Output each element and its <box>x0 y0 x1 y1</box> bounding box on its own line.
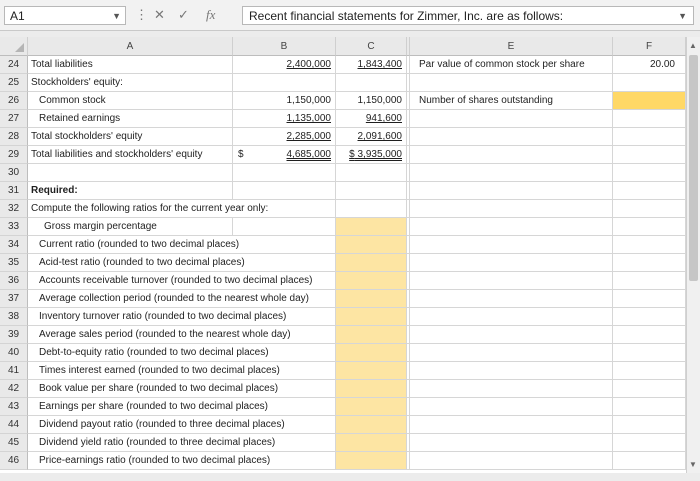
cell-b44[interactable] <box>233 416 336 434</box>
name-box-value: A1 <box>10 9 25 23</box>
cell-a32[interactable]: Compute the following ratios for the current year only: <box>28 200 233 218</box>
table-row <box>0 128 686 146</box>
table-row <box>0 272 686 290</box>
cell-c41-answer[interactable] <box>336 362 407 380</box>
table-row <box>0 110 686 128</box>
cell-b26[interactable]: 1,150,000 <box>233 92 336 110</box>
cell-c44-answer[interactable] <box>336 416 407 434</box>
cell-c45-answer[interactable] <box>336 434 407 452</box>
row-header[interactable]: 30 <box>0 164 28 182</box>
cell-a30[interactable] <box>28 164 233 182</box>
column-header-a[interactable]: A <box>28 37 233 56</box>
cell-e41[interactable] <box>410 362 613 380</box>
cell-b25[interactable] <box>233 74 336 92</box>
row-header[interactable]: 32 <box>0 200 28 218</box>
cell-c40-answer[interactable] <box>336 344 407 362</box>
row-header[interactable]: 46 <box>0 452 28 470</box>
cell-f34[interactable] <box>613 236 686 254</box>
cell-f28[interactable] <box>613 128 686 146</box>
chevron-down-icon[interactable]: ▼ <box>112 11 121 21</box>
cell-b45[interactable] <box>233 434 336 452</box>
cell-f39[interactable] <box>613 326 686 344</box>
cell-c46-answer[interactable] <box>336 452 407 470</box>
cell-a25[interactable]: Stockholders' equity: <box>28 74 233 92</box>
cell-e34[interactable] <box>410 236 613 254</box>
cell-c43-answer[interactable] <box>336 398 407 416</box>
cell-a36[interactable]: Accounts receivable turnover (rounded to two decimal places) <box>28 272 233 290</box>
cell-c34-answer[interactable] <box>336 236 407 254</box>
row-header[interactable]: 41 <box>0 362 28 380</box>
column-header-f[interactable]: F <box>613 37 686 56</box>
vertical-scrollbar[interactable] <box>686 37 700 473</box>
table-row <box>0 452 686 470</box>
cell-a43[interactable]: Earnings per share (rounded to two decimal places) <box>28 398 233 416</box>
column-header-c[interactable]: C <box>336 37 407 56</box>
cell-f29[interactable] <box>613 146 686 164</box>
cell-f33[interactable] <box>613 218 686 236</box>
table-row <box>0 164 686 182</box>
cell-c37-answer[interactable] <box>336 290 407 308</box>
cell-f35[interactable] <box>613 254 686 272</box>
row-header[interactable]: 43 <box>0 398 28 416</box>
cell-c24[interactable]: 1,843,400 <box>336 56 407 74</box>
row-header[interactable]: 29 <box>0 146 28 164</box>
scrollbar-thumb[interactable] <box>689 55 698 281</box>
cell-b37[interactable] <box>233 290 336 308</box>
row-header[interactable]: 37 <box>0 290 28 308</box>
cell-e27[interactable] <box>410 110 613 128</box>
cell-c28[interactable]: 2,091,600 <box>336 128 407 146</box>
cell-a29[interactable]: Total liabilities and stockholders' equity <box>28 146 233 164</box>
cell-a35[interactable]: Acid-test ratio (rounded to two decimal places) <box>28 254 233 272</box>
cell-a37[interactable]: Average collection period (rounded to the nearest whole day) <box>28 290 233 308</box>
formula-input[interactable] <box>242 6 694 25</box>
cell-a40[interactable]: Debt-to-equity ratio (rounded to two decimal places) <box>28 344 233 362</box>
cell-c35-answer[interactable] <box>336 254 407 272</box>
row-header[interactable]: 42 <box>0 380 28 398</box>
cell-e43[interactable] <box>410 398 613 416</box>
cell-c27[interactable]: 941,600 <box>336 110 407 128</box>
cell-e39[interactable] <box>410 326 613 344</box>
cell-f40[interactable] <box>613 344 686 362</box>
table-row <box>0 254 686 272</box>
currency-symbol: $ <box>238 149 244 160</box>
cell-b28[interactable]: 2,285,000 <box>233 128 336 146</box>
cell-a45[interactable]: Dividend yield ratio (rounded to three decimal places) <box>28 434 233 452</box>
more-options-icon[interactable]: ⋮ <box>135 7 148 22</box>
cell-f43[interactable] <box>613 398 686 416</box>
cell-e38[interactable] <box>410 308 613 326</box>
row-header[interactable]: 39 <box>0 326 28 344</box>
row-header[interactable]: 45 <box>0 434 28 452</box>
table-row <box>0 182 686 200</box>
cell-e25[interactable] <box>410 74 613 92</box>
row-header[interactable]: 28 <box>0 128 28 146</box>
cell-e45[interactable] <box>410 434 613 452</box>
cell-f31[interactable] <box>613 182 686 200</box>
cell-b32[interactable] <box>233 200 336 218</box>
formula-bar <box>0 0 700 31</box>
cell-a24[interactable]: Total liabilities <box>28 56 233 74</box>
table-row <box>0 74 686 92</box>
cell-a34[interactable]: Current ratio (rounded to two decimal places) <box>28 236 233 254</box>
cell-a26[interactable]: Common stock <box>28 92 233 110</box>
cell-e33[interactable] <box>410 218 613 236</box>
cell-a44[interactable]: Dividend payout ratio (rounded to three decimal places) <box>28 416 233 434</box>
cell-c31[interactable] <box>336 182 407 200</box>
currency-symbol: $ <box>349 149 355 160</box>
row-header[interactable]: 40 <box>0 344 28 362</box>
cell-c30[interactable] <box>336 164 407 182</box>
cell-f36[interactable] <box>613 272 686 290</box>
cell-e29[interactable] <box>410 146 613 164</box>
cell-c29[interactable] <box>336 146 407 164</box>
cell-b35[interactable] <box>233 254 336 272</box>
cell-f41[interactable] <box>613 362 686 380</box>
cell-e32[interactable] <box>410 200 613 218</box>
table-row <box>0 92 686 110</box>
scroll-up-icon[interactable]: ▲ <box>689 41 697 50</box>
cell-a27[interactable]: Retained earnings <box>28 110 233 128</box>
confirm-icon[interactable]: ✓ <box>178 7 189 22</box>
row-header[interactable]: 27 <box>0 110 28 128</box>
function-icon[interactable]: fx <box>206 7 216 22</box>
formula-content: Recent financial statements for Zimmer, Inc. are as follows: <box>249 9 564 23</box>
cell-b24[interactable]: 2,400,000 <box>233 56 336 74</box>
cell-f46[interactable] <box>613 452 686 470</box>
row-header[interactable]: 25 <box>0 74 28 92</box>
cell-e46[interactable] <box>410 452 613 470</box>
cell-a39[interactable]: Average sales period (rounded to the nearest whole day) <box>28 326 233 344</box>
cell-b33[interactable] <box>233 218 336 236</box>
cell-a46[interactable]: Price-earnings ratio (rounded to two decimal places) <box>28 452 233 470</box>
cell-b27[interactable]: 1,135,000 <box>233 110 336 128</box>
cell-f44[interactable] <box>613 416 686 434</box>
cell-c38-answer[interactable] <box>336 308 407 326</box>
cell-e26[interactable]: Number of shares outstanding <box>410 92 613 110</box>
cell-f30[interactable] <box>613 164 686 182</box>
table-row <box>0 290 686 308</box>
table-row <box>0 344 686 362</box>
cell-b38[interactable] <box>233 308 336 326</box>
table-row <box>0 200 686 218</box>
cell-f42[interactable] <box>613 380 686 398</box>
cell-e36[interactable] <box>410 272 613 290</box>
cell-f25[interactable] <box>613 74 686 92</box>
table-row <box>0 416 686 434</box>
table-row <box>0 218 686 236</box>
table-row <box>0 56 686 74</box>
column-header-b[interactable]: B <box>233 37 336 56</box>
cell-b29-value: 4,685,000 <box>286 149 331 160</box>
cell-c42-answer[interactable] <box>336 380 407 398</box>
cell-c39-answer[interactable] <box>336 326 407 344</box>
cell-f26-input[interactable] <box>613 92 686 110</box>
table-row <box>0 380 686 398</box>
table-row <box>0 326 686 344</box>
cell-e35[interactable] <box>410 254 613 272</box>
cell-b36[interactable] <box>233 272 336 290</box>
cancel-icon[interactable]: ✕ <box>154 7 165 22</box>
cell-b46[interactable] <box>233 452 336 470</box>
table-row <box>0 308 686 326</box>
scroll-down-icon[interactable]: ▼ <box>689 460 697 469</box>
cell-f37[interactable] <box>613 290 686 308</box>
cell-f24[interactable]: 20.00 <box>613 56 686 74</box>
cell-e37[interactable] <box>410 290 613 308</box>
cell-b43[interactable] <box>233 398 336 416</box>
expand-formula-icon[interactable]: ▼ <box>678 11 687 21</box>
row-header[interactable]: 38 <box>0 308 28 326</box>
cell-f38[interactable] <box>613 308 686 326</box>
cell-b31[interactable] <box>233 182 336 200</box>
cell-a38[interactable]: Inventory turnover ratio (rounded to two decimal places) <box>28 308 233 326</box>
cell-a41[interactable]: Times interest earned (rounded to two decimal places) <box>28 362 233 380</box>
cell-b42[interactable] <box>233 380 336 398</box>
cell-b39[interactable] <box>233 326 336 344</box>
cell-a33[interactable]: Gross margin percentage <box>28 218 233 236</box>
cell-e44[interactable] <box>410 416 613 434</box>
column-header-e[interactable]: E <box>410 37 613 56</box>
cell-e30[interactable] <box>410 164 613 182</box>
cell-b30[interactable] <box>233 164 336 182</box>
cell-c25[interactable] <box>336 74 407 92</box>
table-row <box>0 398 686 416</box>
table-row <box>0 434 686 452</box>
table-row <box>0 236 686 254</box>
row-header[interactable]: 44 <box>0 416 28 434</box>
cell-e24[interactable]: Par value of common stock per share <box>410 56 613 74</box>
cell-grid <box>0 37 686 473</box>
table-row <box>0 146 686 164</box>
row-header[interactable]: 31 <box>0 182 28 200</box>
cell-c26[interactable]: 1,150,000 <box>336 92 407 110</box>
cell-e28[interactable] <box>410 128 613 146</box>
cell-c33-answer[interactable] <box>336 218 407 236</box>
cell-b34[interactable] <box>233 236 336 254</box>
cell-f32[interactable] <box>613 200 686 218</box>
row-header[interactable]: 24 <box>0 56 28 74</box>
row-header[interactable]: 26 <box>0 92 28 110</box>
cell-a31[interactable]: Required: <box>28 182 233 200</box>
cell-f27[interactable] <box>613 110 686 128</box>
cell-a42[interactable]: Book value per share (rounded to two decimal places) <box>28 380 233 398</box>
table-row <box>0 362 686 380</box>
row-header[interactable]: 36 <box>0 272 28 290</box>
row-header[interactable]: 33 <box>0 218 28 236</box>
cell-c29-value: 3,935,000 <box>357 149 402 160</box>
name-box[interactable] <box>4 6 126 25</box>
cell-a28[interactable]: Total stockholders' equity <box>28 128 233 146</box>
cell-b41[interactable] <box>233 362 336 380</box>
cell-e31[interactable] <box>410 182 613 200</box>
cell-c36-answer[interactable] <box>336 272 407 290</box>
row-header[interactable]: 35 <box>0 254 28 272</box>
cell-f45[interactable] <box>613 434 686 452</box>
row-header[interactable]: 34 <box>0 236 28 254</box>
select-all-corner[interactable] <box>0 37 28 56</box>
cell-e40[interactable] <box>410 344 613 362</box>
cell-e42[interactable] <box>410 380 613 398</box>
cell-b40[interactable] <box>233 344 336 362</box>
cell-c32[interactable] <box>336 200 407 218</box>
cell-b29[interactable] <box>233 146 336 164</box>
